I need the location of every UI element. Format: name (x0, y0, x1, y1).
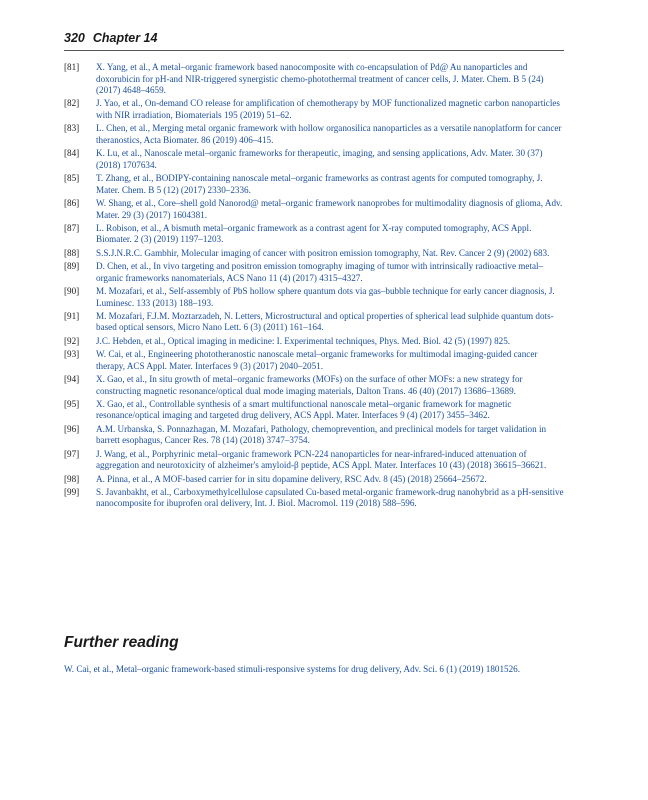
reference-number: [87] (64, 222, 80, 233)
reference-number: [84] (64, 148, 80, 159)
reference-list (64, 62, 566, 512)
reference-link[interactable]: X. Gao, et al., Controllable synthesis of a smart multifunctional nanoscale metal–organic framework for magnetic resonance/optical imaging and targeted drug delivery, ACS Appl. Mater. Interfaces 9 (4) (2017) 3455–3462. (96, 398, 512, 421)
reference-link[interactable]: W. Cai, et al., Engineering phototheranostic nanoscale metal–organic frameworks for multimodal imaging-guided cancer therapy, ACS Appl. Mater. Interfaces 9 (3) (2017) 2040–2051. (96, 349, 538, 371)
reference-number: [95] (64, 398, 80, 409)
reference-link[interactable]: M. Mozafari, F.J.M. Moztarzadeh, N. Letters, Microstructural and optical properties of spherical lead sulphide quantum dots-based optical sensors, Micro Nano Lett. 6 (3) (2011) 161–164. (96, 310, 554, 333)
reference-link[interactable]: D. Chen, et al., In vivo targeting and positron emission tomography imaging of tumor with intrinsically radioactive metal–organic frameworks nanomaterials, ACS Nano 11 (4) (2017) 4315–4327. (96, 261, 544, 283)
reference-number: [88] (64, 247, 80, 258)
reference-link[interactable]: X. Gao, et al., In situ growth of metal–organic frameworks (MOFs) on the surface of other MOFs: a new strategy for constructing magnetic resonance/optical dual mode imaging materials, Dalton Trans. 46 (40) (2017) 13686–13689. (96, 374, 523, 396)
reference-item (64, 123, 566, 146)
reference-item (64, 98, 566, 121)
reference-link[interactable]: K. Lu, et al., Nanoscale metal–organic frameworks for therapeutic, imaging, and sensing applications, Adv. Mater. 30 (37) (2018) 1707634. (96, 148, 543, 170)
reference-item (64, 148, 566, 171)
reference-item (64, 248, 566, 260)
reference-item (64, 449, 566, 472)
reference-link[interactable]: A.M. Urbanska, S. Ponnazhagan, M. Mozafari, Pathology, chemoprevention, and preclinical models for target validation in barrett esophagus, Cancer Res. 78 (14) (2018) 3747–3754. (96, 423, 547, 446)
reference-item (64, 349, 566, 372)
chapter-label: Chapter 14 (92, 31, 158, 45)
reference-link[interactable]: J. Yao, et al., On-demand CO release for amplification of chemotherapy by MOF functionalized magnetic carbon nanoparticles with NIR irradiation, Biomaterials 195 (2019) 51–62. (96, 98, 560, 120)
reference-item (64, 62, 566, 97)
reference-item (64, 399, 566, 422)
reference-number: [96] (64, 423, 80, 434)
reference-item (64, 336, 566, 348)
reference-number: [86] (64, 198, 80, 208)
page-number: 320 (64, 31, 85, 45)
reference-number: [83] (64, 123, 80, 134)
reference-number: [92] (64, 335, 80, 346)
reference-link[interactable]: A. Pinna, et al., A MOF-based carrier for in situ dopamine delivery, RSC Adv. 8 (45) (2018) 25664–25672. (96, 473, 487, 484)
reference-link[interactable]: T. Zhang, et al., BODIPY-containing nanoscale metal–organic frameworks as contrast agents for computed tomography, J. Mater. Chem. B 5 (12) (2017) 2330–2336. (96, 173, 543, 195)
reference-item (64, 198, 566, 221)
reference-number: [94] (64, 374, 80, 385)
further-reading-entry[interactable]: W. Cai, et al., Metal–organic framework-based stimuli-responsive systems for drug delivery, Adv. Sci. 6 (1) (2019) 1801526. (64, 664, 520, 674)
reference-number: [98] (64, 473, 80, 484)
running-header (64, 30, 564, 51)
reference-link[interactable]: L. Chen, et al., Merging metal organic framework with hollow organosilica nanoparticles as a versatile nanoplatform for cancer theranostics, Acta Biomater. 86 (2019) 406–415. (96, 123, 562, 145)
reference-link[interactable]: J. Wang, et al., Porphyrinic metal–organic framework PCN-224 nanoparticles for near-infrared-induced attenuation of aggregation and neurotoxicity of alzheimer's amyloid-β peptide, ACS Appl. Mater. Interfaces 10 (43) (2018) 36615–36621. (96, 448, 547, 471)
reference-link[interactable]: M. Mozafari, et al., Self-assembly of PbS hollow sphere quantum dots via gas–bubble technique for early cancer diagnosis, J. Luminesc. 133 (2013) 188–193. (96, 286, 555, 308)
reference-item (64, 311, 566, 334)
reference-link[interactable]: S.S.J.N.R.C. Gambhir, Molecular imaging of cancer with positron emission tomography, Nat. Rev. Cancer 2 (9) (2002) 683. (96, 247, 550, 258)
reference-link[interactable]: X. Yang, et al., A metal–organic framework based nanocomposite with co-encapsulation of Pd@ Au nanoparticles and doxorubicin for pH-and NIR-triggered synergistic chemo-photothermal treatment of cancer cells, J. Mater. Chem. B 5 (24) (2017) 4648–4659. (96, 62, 544, 96)
reference-item (64, 487, 566, 510)
reference-item (64, 223, 566, 246)
reference-item (64, 424, 566, 447)
reference-item (64, 374, 566, 397)
reference-number: [85] (64, 173, 80, 184)
reference-number: [89] (64, 261, 80, 272)
reference-number: [90] (64, 286, 80, 297)
reference-number: [81] (64, 62, 80, 72)
reference-item (64, 261, 566, 284)
reference-link[interactable]: J.C. Hebden, et al., Optical imaging in medicine: I. Experimental techniques, Phys. Med. Biol. 42 (5) (1997) 825. (96, 335, 511, 346)
reference-item (64, 173, 566, 196)
reference-number: [93] (64, 349, 80, 360)
reference-number: [97] (64, 448, 80, 459)
reference-link[interactable]: L. Robison, et al., A bismuth metal–organic framework as a contrast agent for X-ray computed tomography, ACS Appl. Biomater. 2 (3) (2019) 1197–1203. (96, 222, 532, 245)
reference-link[interactable]: W. Shang, et al., Core–shell gold Nanorod@ metal–organic framework nanoprobes for multimodality diagnosis of glioma, Adv. Mater. 29 (3) (2017) 1604381. (96, 198, 563, 220)
reference-link[interactable]: S. Javanbakht, et al., Carboxymethylcellulose capsulated Cu-based metal-organic framework-drug nanohybrid as a pH-sensitive nanocomposite for ibuprofen oral delivery, Int. J. Biol. Macromol. 119 (2018) 588–596. (96, 486, 564, 509)
reference-item (64, 474, 566, 486)
reference-number: [91] (64, 310, 80, 321)
further-reading-heading: Further reading (64, 634, 179, 651)
reference-number: [99] (64, 486, 80, 497)
reference-number: [82] (64, 98, 80, 109)
reference-item (64, 286, 566, 309)
